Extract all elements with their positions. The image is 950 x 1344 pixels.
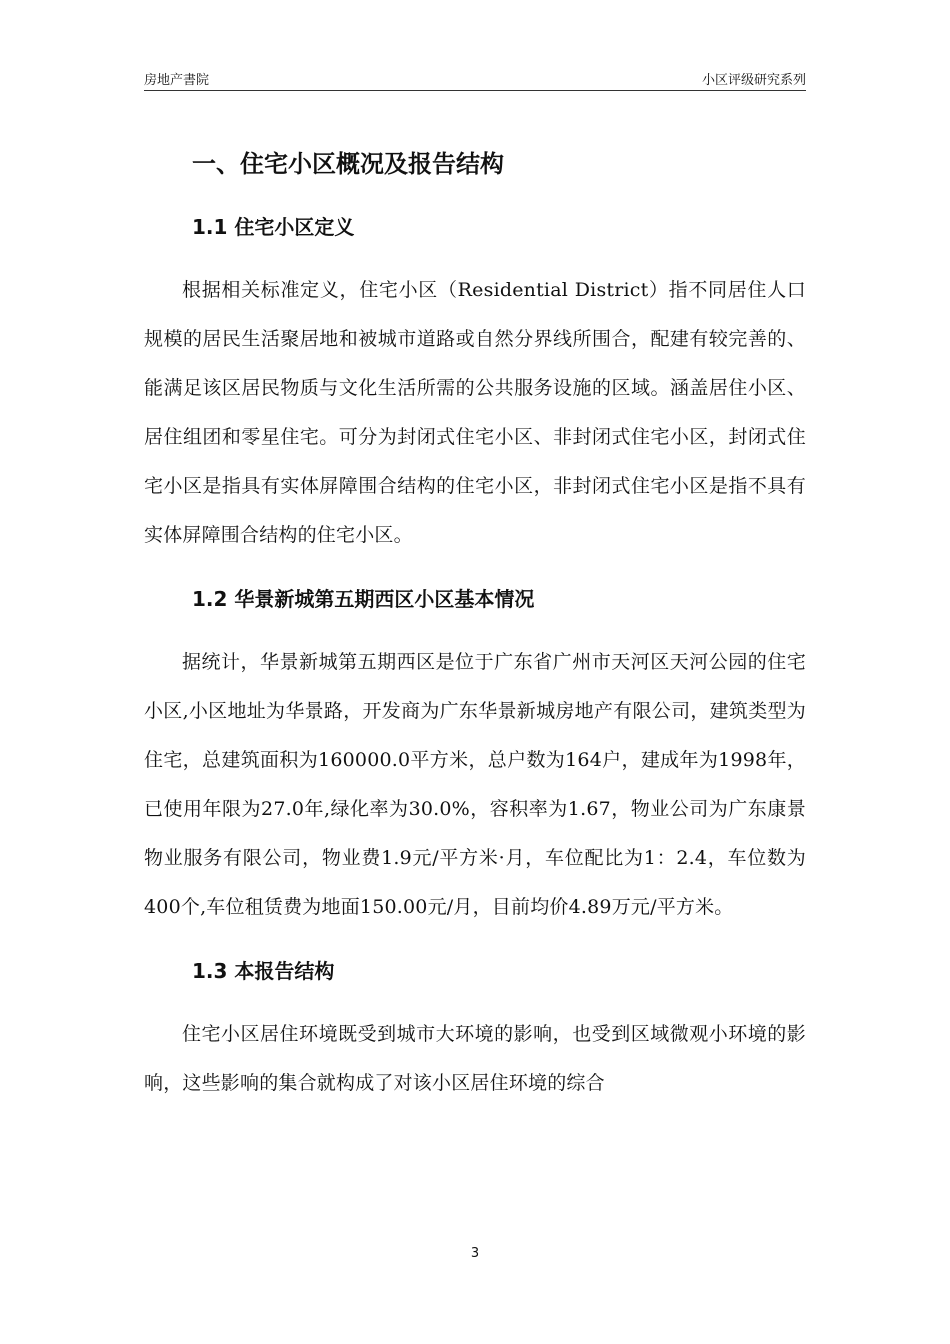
paragraph-structure: 住宅小区居住环境既受到城市大环境的影响，也受到区域微观小环境的影响，这些影响的集合就构成了对该小区居住环境的综合 [144, 1023, 806, 1094]
subsection-title-1-1: 1.1 住宅小区定义 [192, 215, 355, 239]
page-content [144, 138, 806, 1108]
section-title: 一、住宅小区概况及报告结构 [192, 150, 504, 178]
page-number: 3 [470, 1246, 480, 1261]
header-series: 小区评级研究系列 [701, 73, 806, 88]
subsection-title-1-2: 1.2 华景新城第五期西区小区基本情况 [192, 587, 535, 611]
header-publisher: 房地产書院 [144, 73, 210, 88]
paragraph-basic-info: 据统计，华景新城第五期西区是位于广东省广州市天河区天河公园的住宅小区,小区地址为华景路，开发商为广东华景新城房地产有限公司，建筑类型为住宅，总建筑面积为160000.0平方米，总户数为164户，建成年为1998年，已使用年限为27.0年,绿化率为30.0%，容积率为1.67，物业公司为广东康景物业服务有限公司，物业费1.9元/平方米·月，车位配比为1：2.4，车位数为400个,车位租赁费为地面150.00元/月，目前均价4.89万元/平方米。 [144, 651, 806, 918]
paragraph-definition: 根据相关标准定义，住宅小区（Residential District）指不同居住人口规模的居民生活聚居地和被城市道路或自然分界线所围合，配建有较完善的、能满足该区居民物质与文化生活所需的公共服务设施的区域。涵盖居住小区、居住组团和零星住宅。可分为封闭式住宅小区、非封闭式住宅小区，封闭式住宅小区是指具有实体屏障围合结构的住宅小区，非封闭式住宅小区是指不具有实体屏障围合结构的住宅小区。 [144, 279, 806, 546]
page-header [144, 68, 806, 91]
subsection-title-1-3: 1.3 本报告结构 [192, 959, 335, 983]
